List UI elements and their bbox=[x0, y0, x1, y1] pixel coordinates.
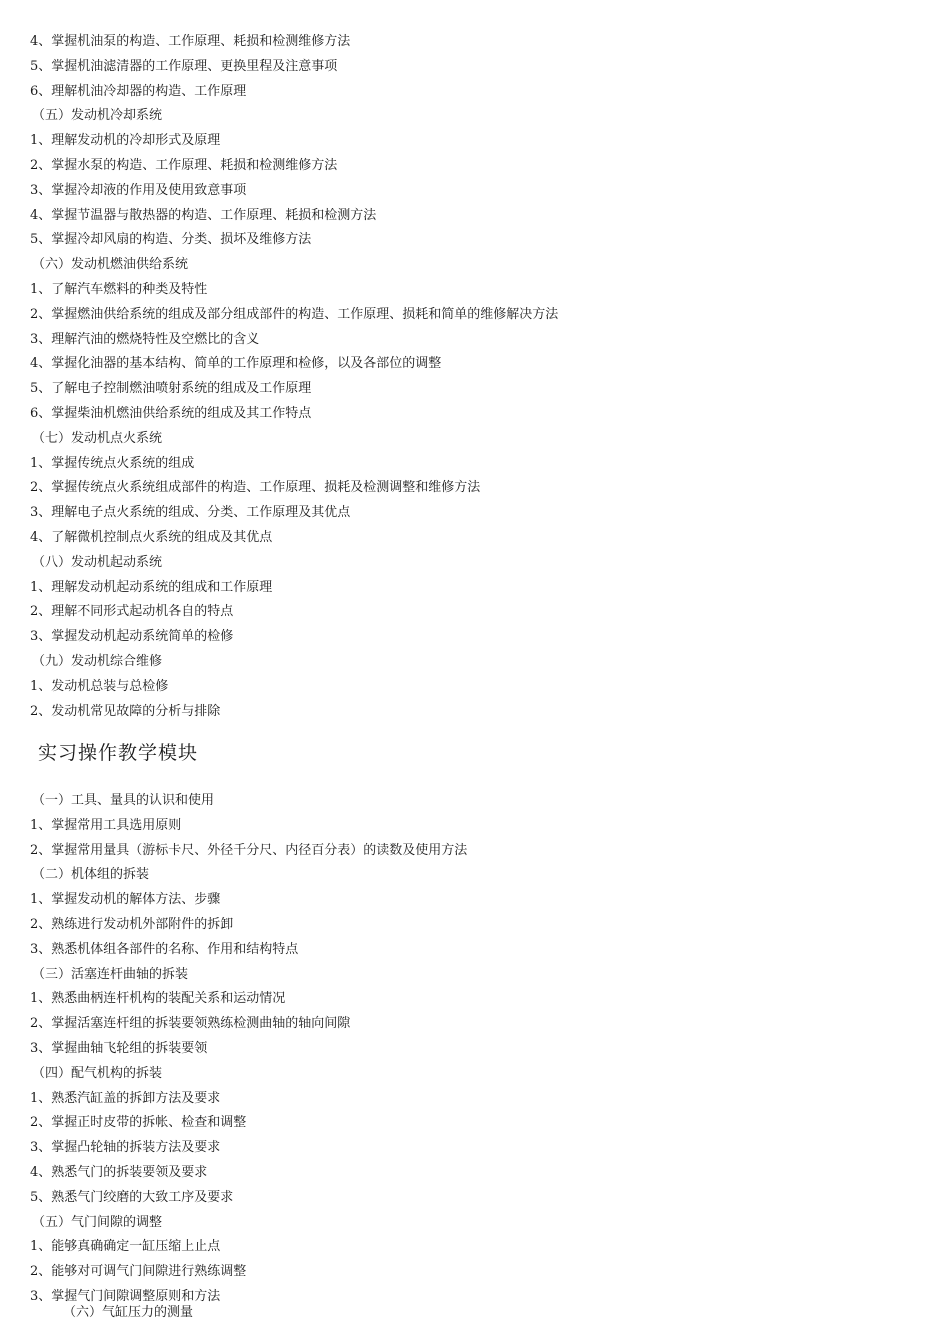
list-item: 1、了解汽车燃料的种类及特性 bbox=[30, 281, 208, 297]
list-item: 2、掌握水泵的构造、工作原理、耗损和检测维修方法 bbox=[30, 157, 338, 173]
list-item: 3、掌握曲轴飞轮组的拆装要领 bbox=[30, 1040, 208, 1056]
list-item: 3、熟悉机体组各部件的名称、作用和结构特点 bbox=[30, 941, 299, 957]
list-item: 1、熟悉曲柄连杆机构的装配关系和运动情况 bbox=[30, 991, 286, 1007]
list-item: 2、发动机常见故障的分析与排除 bbox=[30, 703, 221, 719]
list-item: 1、掌握传统点火系统的组成 bbox=[30, 455, 195, 471]
list-item: 1、掌握发动机的解体方法、步骤 bbox=[30, 892, 221, 908]
list-item: 2、掌握活塞连杆组的拆装要领熟练检测曲轴的轴向间隙 bbox=[30, 1016, 351, 1032]
section-heading: （八）发动机起动系统 bbox=[32, 554, 163, 570]
section-heading: （二）机体组的拆装 bbox=[32, 867, 150, 883]
section-heading: （一）工具、量具的认识和使用 bbox=[32, 793, 215, 808]
list-item: 2、掌握传统点火系统组成部件的构造、工作原理、损耗及检测调整和维修方法 bbox=[30, 480, 481, 496]
list-item: 5、掌握冷却风扇的构造、分类、损坏及维修方法 bbox=[30, 232, 312, 248]
list-item: 4、了解微机控制点火系统的组成及其优点 bbox=[30, 529, 273, 545]
list-item: 2、掌握正时皮带的拆帐、检查和调整 bbox=[30, 1115, 247, 1131]
list-item: 3、理解电子点火系统的组成、分类、工作原理及其优点 bbox=[30, 505, 351, 521]
list-item: 1、熟悉汽缸盖的拆卸方法及要求 bbox=[30, 1090, 221, 1106]
list-item: 2、掌握常用量具（游标卡尺、外径千分尺、内径百分表）的读数及使用方法 bbox=[30, 842, 468, 858]
list-item: 1、掌握常用工具选用原则 bbox=[30, 817, 182, 833]
list-item: 4、掌握化油器的基本结构、简单的工作原理和检修，以及各部位的调整 bbox=[30, 356, 442, 372]
list-item: 5、熟悉气门绞磨的大致工序及要求 bbox=[30, 1189, 234, 1205]
list-item: 2、掌握燃油供给系统的组成及部分组成部件的构造、工作原理、损耗和简单的维修解决方法 bbox=[30, 306, 559, 322]
engine-systems-list bbox=[30, 30, 910, 724]
list-item: 2、能够对可调气门间隙进行熟练调整 bbox=[30, 1264, 247, 1280]
list-item: 1、能够真确确定一缸压缩上止点 bbox=[30, 1239, 221, 1255]
list-item: 3、掌握冷却液的作用及使用致意事项 bbox=[30, 182, 247, 198]
list-item: 1、理解发动机的冷却形式及原理 bbox=[30, 133, 221, 149]
list-item: 3、掌握气门间隙调整原则和方法 bbox=[30, 1288, 221, 1304]
practice-module-title: 实习操作教学模块 bbox=[38, 742, 199, 764]
list-item: 3、掌握凸轮轴的拆装方法及要求 bbox=[30, 1140, 221, 1156]
section-heading: （五）发动机冷却系统 bbox=[32, 108, 163, 124]
section-heading: （九）发动机综合维修 bbox=[32, 653, 163, 669]
section-heading: （五）气门间隙的调整 bbox=[32, 1214, 163, 1230]
list-item: 4、掌握节温器与散热器的构造、工作原理、耗损和检测方法 bbox=[30, 207, 377, 223]
list-item: 6、掌握柴油机燃油供给系统的组成及其工作特点 bbox=[30, 405, 312, 421]
list-item: 1、发动机总装与总检修 bbox=[30, 678, 169, 694]
section-heading: （七）发动机点火系统 bbox=[32, 430, 163, 446]
list-item: 6、理解机油冷却器的构造、工作原理 bbox=[30, 83, 247, 99]
list-item: 5、掌握机油滤清器的工作原理、更换里程及注意事项 bbox=[30, 58, 338, 74]
practice-module-list bbox=[30, 789, 910, 1310]
list-item: 2、理解不同形式起动机各自的特点 bbox=[30, 604, 234, 620]
section-heading: （四）配气机构的拆装 bbox=[32, 1065, 163, 1081]
section-heading: （三）活塞连杆曲轴的拆装 bbox=[32, 966, 189, 982]
list-item: 5、了解电子控制燃油喷射系统的组成及工作原理 bbox=[30, 381, 312, 397]
list-item: 4、掌握机油泵的构造、工作原理、耗损和检测维修方法 bbox=[30, 34, 351, 49]
list-item: 1、理解发动机起动系统的组成和工作原理 bbox=[30, 579, 273, 595]
section-heading-cylinder-pressure: （六）气缸压力的测量 bbox=[63, 1305, 194, 1320]
list-item: 2、熟练进行发动机外部附件的拆卸 bbox=[30, 916, 234, 932]
section-heading: （六）发动机燃油供给系统 bbox=[32, 257, 189, 273]
list-item: 3、掌握发动机起动系统简单的检修 bbox=[30, 629, 234, 645]
list-item: 4、熟悉气门的拆装要领及要求 bbox=[30, 1164, 208, 1180]
list-item: 3、理解汽油的燃烧特性及空燃比的含义 bbox=[30, 331, 260, 347]
